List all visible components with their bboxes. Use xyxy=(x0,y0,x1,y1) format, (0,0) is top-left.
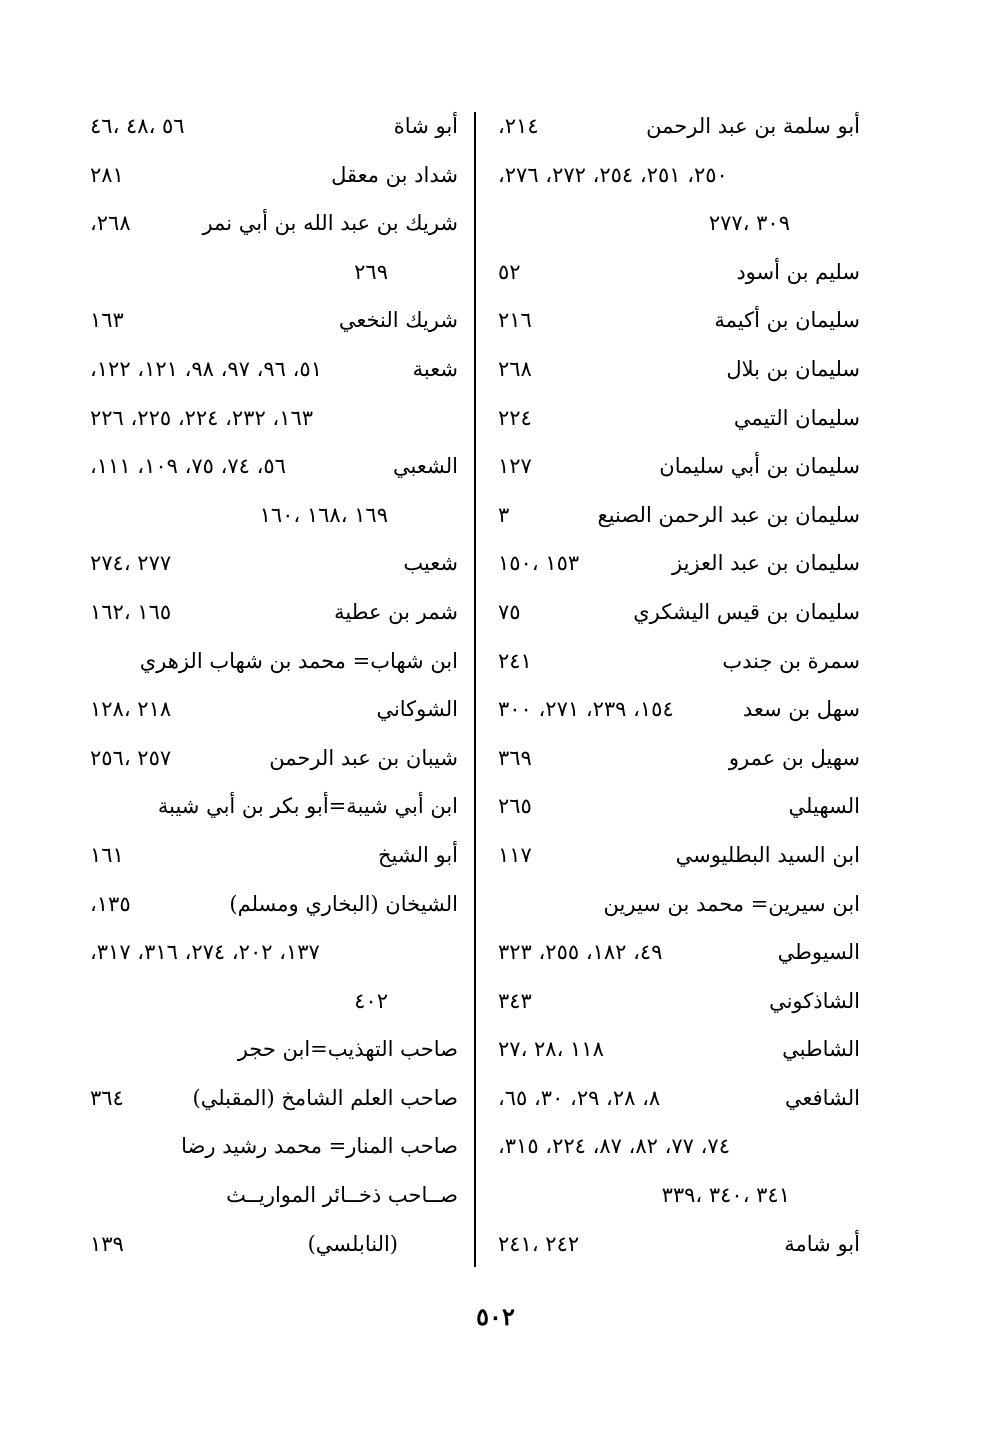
index-entry xyxy=(498,345,860,394)
index-entry xyxy=(90,248,458,297)
entry-name: سليمان بن أكيمة xyxy=(714,308,860,333)
entry-name: سليمان بن قيس اليشكري xyxy=(633,599,860,624)
index-entry xyxy=(498,1171,860,1220)
column-divider xyxy=(474,112,476,1267)
index-entry xyxy=(90,880,458,929)
index-entry xyxy=(90,1171,458,1220)
entry-name: شعيب xyxy=(403,551,458,576)
index-entry xyxy=(498,248,860,297)
index-entry xyxy=(498,880,860,929)
entry-pages: ٢٦٨ xyxy=(498,356,532,381)
index-entry xyxy=(90,442,458,491)
entry-name: سليمان التيمي xyxy=(733,405,860,430)
entry-name: سليمان بن أبي سليمان xyxy=(659,454,860,479)
entry-name: أبو سلمة بن عبد الرحمن xyxy=(646,114,860,138)
entry-name: سليمان بن عبد الرحمن الصنيع xyxy=(597,502,860,527)
entry-name: السهيلي xyxy=(788,794,860,819)
entry-name: أبو الشيخ xyxy=(377,842,458,867)
entry-pages: ٢٢٤ xyxy=(498,405,532,430)
entry-pages: ٣٦٤ xyxy=(90,1085,124,1110)
index-entry xyxy=(498,928,860,977)
entry-pages-continued: ٢٦٩ xyxy=(354,259,388,284)
index-entry xyxy=(498,1122,860,1171)
entry-pages: ٧٥ xyxy=(498,599,521,624)
index-entry xyxy=(90,685,458,734)
entry-pages-continued: ٢٥٠، ٢٥١، ٢٥٤، ٢٧٢، ٢٧٦، xyxy=(498,162,728,187)
page-number: ٥٠٢ xyxy=(476,1302,515,1331)
entry-pages-continued: ١٦٩ ،١٦٨ ،١٦٠ xyxy=(259,502,388,527)
entry-pages: ١١٧ xyxy=(498,842,532,867)
entry-pages-continued: ٤٠٢ xyxy=(354,988,388,1013)
entry-pages: ٣ xyxy=(498,502,510,527)
index-entry xyxy=(90,782,458,831)
index-entry xyxy=(90,1025,458,1074)
entry-name: ابن شهاب= محمد بن شهاب الزهري xyxy=(139,648,458,673)
entry-pages-continued: ١٦٣، ٢٣٢، ٢٢٤، ٢٢٥، ٢٢٦ xyxy=(90,405,314,430)
entry-name: شداد بن معقل xyxy=(331,162,458,187)
index-entry xyxy=(498,782,860,831)
entry-pages-continued: ٧٤، ٧٧، ٨٢، ٨٧، ٢٢٤، ٣١٥، xyxy=(498,1134,730,1159)
entry-pages-continued: ١٣٧، ٢٠٢، ٢٧٤، ٣١٦، ٣١٧، xyxy=(90,940,320,965)
entry-pages: ٢١٦ xyxy=(498,308,532,333)
index-entry xyxy=(90,928,458,977)
entry-pages: ١٦١ xyxy=(90,842,124,867)
entry-name: شريك النخعي xyxy=(338,308,458,333)
entry-name: الشوكاني xyxy=(376,697,458,722)
entry-pages: ١٦٥ ،١٦٢ xyxy=(90,599,172,624)
index-entry xyxy=(90,831,458,880)
entry-name: صاحب التهذيب=ابن حجر xyxy=(237,1037,458,1062)
entry-name: الشعبي xyxy=(393,454,458,479)
index-entry xyxy=(498,539,860,588)
entry-pages: ٤٩، ١٨٢، ٢٥٥، ٣٢٣ xyxy=(498,940,663,965)
entry-name: ابن السيد البطليوسي xyxy=(675,842,860,867)
index-entry xyxy=(498,831,860,880)
index-entry xyxy=(498,977,860,1026)
index-entry xyxy=(90,345,458,394)
index-entry xyxy=(498,102,860,151)
index-entry xyxy=(90,296,458,345)
index-entry xyxy=(498,151,860,200)
entry-pages: ٢٤١ xyxy=(498,648,532,673)
index-entry xyxy=(90,102,458,151)
entry-pages: ٥٦، ٧٤، ٧٥، ١٠٩، ١١١، xyxy=(90,454,286,479)
right-column xyxy=(498,102,860,1268)
entry-name: صاحب المنار= محمد رشيد رضا xyxy=(181,1134,458,1159)
index-entry xyxy=(90,199,458,248)
entry-name: أبو شاة xyxy=(393,114,458,138)
entry-pages: ٢٥٧ ،٢٥٦ xyxy=(90,745,172,770)
entry-name: سمرة بن جندب xyxy=(722,648,860,673)
entry-name: (النابلسي) xyxy=(307,1231,398,1256)
index-entry xyxy=(90,491,458,540)
entry-pages: ٢٦٥ xyxy=(498,794,532,819)
entry-name: شمر بن عطية xyxy=(334,599,458,624)
entry-pages: ٢١٨ ،١٢٨ xyxy=(90,697,172,722)
entry-name: شريك بن عبد الله بن أبي نمر xyxy=(202,211,458,236)
entry-pages: ٢١٤، xyxy=(498,114,539,138)
entry-name: الشيخان (البخاري ومسلم) xyxy=(229,891,458,916)
index-entry xyxy=(90,1220,458,1269)
index-entry xyxy=(498,1220,860,1269)
entry-name: الشاطبي xyxy=(782,1037,860,1062)
entry-pages-continued: ٣٠٩ ،٢٧٧ xyxy=(708,211,790,236)
entry-pages: ١٣٥، xyxy=(90,891,131,916)
entry-pages: ٣٦٩ xyxy=(498,745,532,770)
entry-pages: ١٣٩ xyxy=(90,1231,124,1256)
index-entry xyxy=(498,1074,860,1123)
index-entry xyxy=(498,394,860,443)
entry-name: سهل بن سعد xyxy=(742,697,860,722)
entry-pages: ٨، ٢٨، ٢٩، ٣٠، ٦٥، xyxy=(498,1085,661,1110)
entry-pages: ٥١، ٩٦، ٩٧، ٩٨، ١٢١، ١٢٢، xyxy=(90,356,322,381)
entry-name: الشافعي xyxy=(784,1085,860,1110)
entry-pages-continued: ٣٤١ ،٣٤٠ ،٣٣٩ xyxy=(661,1183,790,1208)
entry-name: سليم بن أسود xyxy=(736,259,860,284)
entry-pages: ٢٦٨، xyxy=(90,211,131,236)
entry-pages: ١١٨ ،٢٨ ،٢٧ xyxy=(498,1037,604,1062)
entry-pages: ٢٤٢ ،٢٤١ xyxy=(498,1231,580,1256)
index-entry xyxy=(498,734,860,783)
entry-pages: ٢٨١ xyxy=(90,162,124,187)
entry-pages: ٣٤٣ xyxy=(498,988,532,1013)
entry-name: صــاحب ذخــائر المواريــث xyxy=(226,1183,458,1208)
entry-pages: ١٢٧ xyxy=(498,454,532,479)
index-entry xyxy=(90,394,458,443)
index-entry xyxy=(90,588,458,637)
entry-name: ابن سيرين= محمد بن سيرين xyxy=(603,891,860,916)
index-entry xyxy=(90,151,458,200)
index-entry xyxy=(498,442,860,491)
index-entry xyxy=(498,685,860,734)
entry-pages: ١٦٣ xyxy=(90,308,124,333)
index-entry xyxy=(498,637,860,686)
entry-pages: ٥٢ xyxy=(498,259,521,284)
index-entry xyxy=(498,491,860,540)
entry-name: سهيل بن عمرو xyxy=(728,745,860,770)
entry-name: شيبان بن عبد الرحمن xyxy=(269,745,458,770)
index-entry xyxy=(90,637,458,686)
entry-name: الشاذكوني xyxy=(769,988,860,1013)
entry-pages: ٥٦ ،٤٨ ،٤٦ xyxy=(90,114,185,138)
entry-name: السيوطي xyxy=(777,940,860,965)
index-entry xyxy=(498,296,860,345)
entry-name: ابن أبي شيبة=أبو بكر بن أبي شيبة xyxy=(157,794,458,819)
entry-pages: ٢٧٧ ،٢٧٤ xyxy=(90,551,172,576)
entry-name: سليمان بن عبد العزيز xyxy=(672,551,860,576)
index-entry xyxy=(498,199,860,248)
index-entry xyxy=(90,734,458,783)
entry-name: سليمان بن بلال xyxy=(726,356,860,381)
index-entry xyxy=(90,539,458,588)
index-entry xyxy=(90,1122,458,1171)
index-entry xyxy=(498,588,860,637)
entry-pages: ١٥٤، ٢٣٩، ٢٧١، ٣٠٠ xyxy=(498,697,674,722)
entry-name: شعبة xyxy=(412,356,458,381)
left-column xyxy=(90,102,458,1268)
index-entry xyxy=(90,977,458,1026)
index-entry xyxy=(498,1025,860,1074)
index-entry xyxy=(90,1074,458,1123)
entry-name: أبو شامة xyxy=(784,1231,860,1256)
entry-pages: ١٥٣ ،١٥٠ xyxy=(498,551,580,576)
entry-name: صاحب العلم الشامخ (المقبلي) xyxy=(192,1085,458,1110)
